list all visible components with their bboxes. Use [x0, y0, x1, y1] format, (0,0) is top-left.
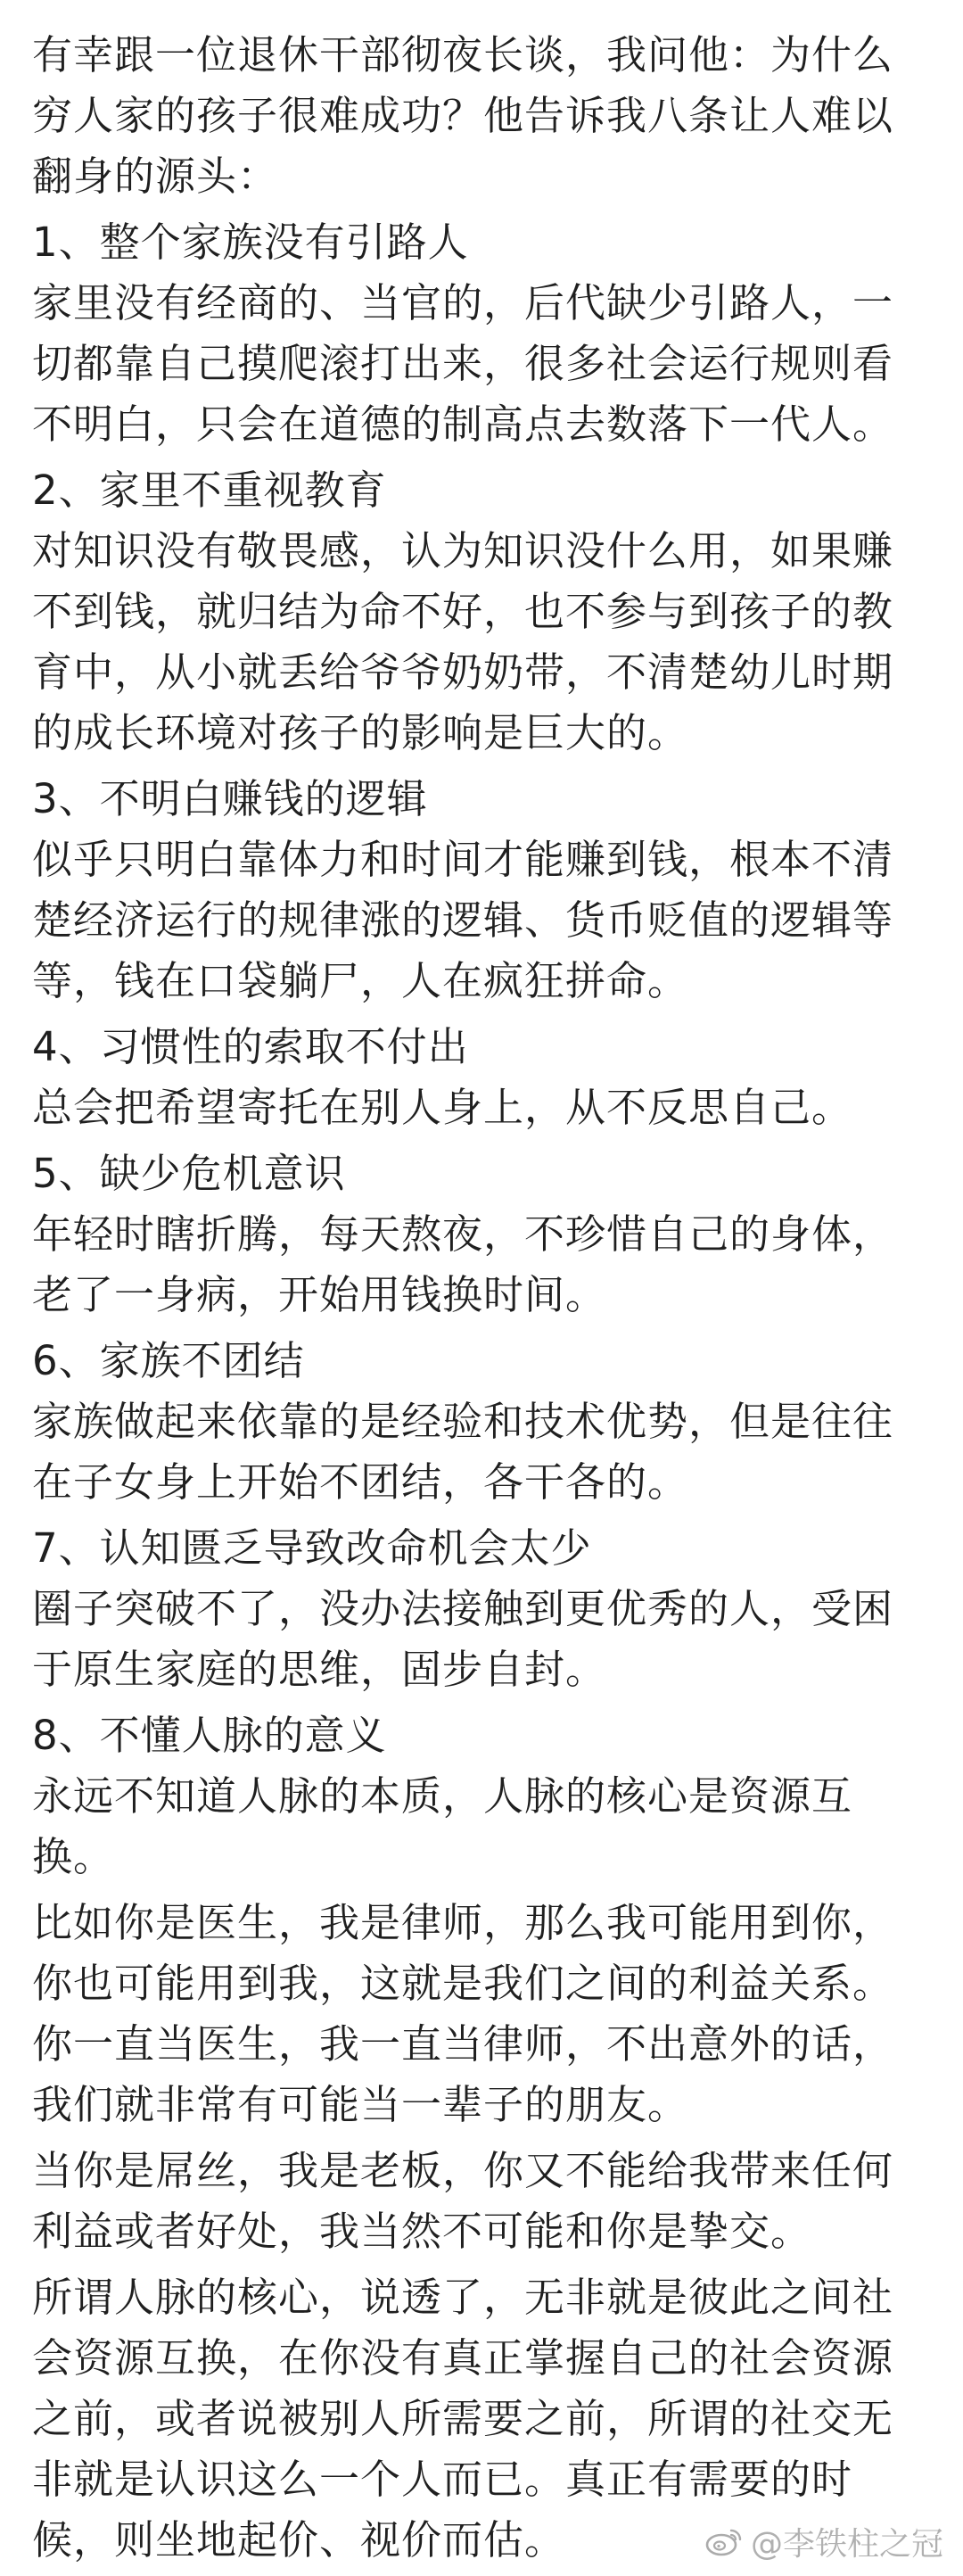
section-heading: 5、缺少危机意识 [32, 1150, 346, 1197]
section-heading: 7、认知匮乏导致改命机会太少 [32, 1524, 592, 1572]
section-paragraph: 家族做起来依靠的是经验和技术优势，但是往往在子女身上开始不团结，各干各的。 [32, 1398, 894, 1506]
section-paragraph: 家里没有经商的、当官的，后代缺少引路人，一切都靠自己摸爬滚打出来，很多社会运行规则看不明白，只会在道德的制高点去数落下一代人。 [32, 279, 894, 448]
section-6 [32, 1331, 933, 1513]
section-paragraph: 比如你是医生，我是律师，那么我可能用到你，你也可能用到我，这就是我们之间的利益关系。你一直当医生，我一直当律师，不出意外的话，我们就非常有可能当一辈子的朋友。 [32, 1899, 894, 2128]
section-paragraph: 年轻时瞎折腾，每天熬夜，不珍惜自己的身体，老了一身病，开始用钱换时间。 [32, 1210, 894, 1318]
section-paragraph: 圈子突破不了，没办法接触到更优秀的人，受困于原生家庭的思维，固步自封。 [32, 1585, 894, 1693]
section-4 [32, 1017, 933, 1138]
section-5 [32, 1144, 933, 1325]
section-8 [32, 1705, 933, 2571]
section-heading: 8、不懂人脉的意义 [32, 1712, 387, 1759]
section-paragraph: 总会把希望寄托在别人身上，从不反思自己。 [32, 1084, 853, 1131]
section-2 [32, 460, 933, 764]
section-heading: 2、家里不重视教育 [32, 466, 387, 514]
section-paragraph: 对知识没有敬畏感，认为知识没什么用，如果赚不到钱，就归结为命不好，也不参与到孩子的教育中，从小就丢给爷爷奶奶带，不清楚幼儿时期的成长环境对孩子的影响是巨大的。 [32, 527, 894, 756]
weibo-icon [704, 2525, 744, 2557]
section-heading: 4、习惯性的索取不付出 [32, 1023, 469, 1070]
section-paragraph: 永远不知道人脉的本质，人脉的核心是资源互换。 [32, 1772, 853, 1880]
section-7 [32, 1518, 933, 1700]
section-3 [32, 769, 933, 1011]
section-paragraph: 当你是屌丝，我是老板，你又不能给我带来任何利益或者好处，我当然不可能和你是挚交。 [32, 2147, 894, 2255]
section-paragraph: 似乎只明白靠体力和时间才能赚到钱，根本不清楚经济运行的规律涨的逻辑、货币贬值的逻辑等等，钱在口袋躺尸，人在疯狂拼命。 [32, 836, 894, 1004]
section-heading: 3、不明白赚钱的逻辑 [32, 775, 428, 822]
intro-paragraph: 有幸跟一位退休干部彻夜长谈，我问他：为什么穷人家的孩子很难成功？他告诉我八条让人难以翻身的源头： [32, 31, 894, 200]
section-1 [32, 212, 933, 455]
article [32, 25, 933, 2576]
section-heading: 1、整个家族没有引路人 [32, 219, 469, 266]
weibo-watermark [704, 2520, 943, 2563]
section-paragraph: 所谓人脉的核心，说透了，无非就是彼此之间社会资源互换，在你没有真正掌握自己的社会资源之前，或者说被别人所需要之前，所谓的社交无非就是认识这么一个人而已。真正有需要的时候，则坐地起价、视价而估。 [32, 2274, 894, 2564]
section-heading: 6、家族不团结 [32, 1337, 305, 1384]
watermark-text: @李铁柱之冠 [750, 2525, 943, 2563]
